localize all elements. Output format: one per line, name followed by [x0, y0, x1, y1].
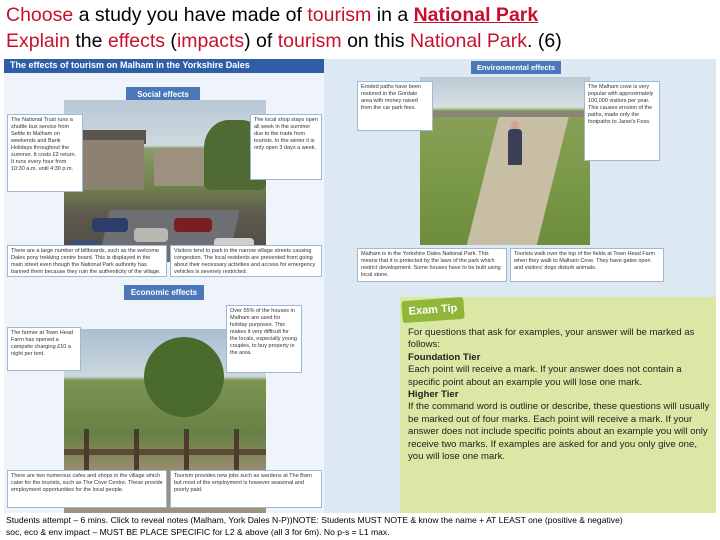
text-box-billboards: There are a large number of billboards, such as the welcome Dales pony trekking centre board. This is displayed in the main street even though the National Park authority has banned them because they ruin the authenticity of the village.: [7, 245, 167, 277]
footpath-photo: [420, 77, 590, 245]
title-run: impacts: [176, 30, 245, 52]
textbook-banner-text: The effects of tourism on Malham in the Yorkshire Dales: [10, 60, 250, 70]
text-box-local-shop: The local shop stays open all week in the summer due to the trade from tourists. In the winter it is only open 3 days a week.: [250, 114, 322, 180]
text-box-farm-walls: Tourists walk over the top of the fields at Town Head Farm when they walk to Malham Cove. They have gates open and visitors' dogs disturb animals.: [510, 248, 664, 282]
exam-tip-text: [408, 327, 712, 463]
malham-village-photo: [64, 100, 266, 262]
economic-effects-tag: Economic effects: [124, 285, 204, 300]
title-run: Choose: [6, 4, 74, 26]
title-line-2: [6, 28, 718, 54]
title-line-1: [6, 2, 718, 28]
exam-tip-intro: For questions that ask for examples, your answer will be marked as follows:: [408, 327, 695, 351]
higher-tier-body: If the command word is outline or describe, these questions will usually be marked out of four marks. Each point will receive a mark. If your answer does not include specific points about an example you will only receive two marks. If examples are asked for and you only give one, you will lose one mark.: [408, 401, 710, 463]
title-run: National Park: [409, 30, 528, 52]
title-run: (: [165, 30, 177, 52]
title-run: the: [69, 30, 108, 52]
text-box-narrow-streets: Visitors tend to park in the narrow village streets causing congestion. The local residents are prevented from going about their necessary activities and access for emergency vehicles is severely restricted.: [170, 245, 322, 277]
teacher-notes-line-1: Students attempt – 6 mins. Click to reveal notes (Malham, York Dales N-P))NOTE: Students MUST NOTE & know the name + AT LEAST one (positive & negative): [6, 515, 623, 525]
text-box-seasonal-jobs: Tourism provides new jobs such as wardens at The Barn but most of the employment is however seasonal and poorly paid.: [170, 470, 322, 508]
textbook-page-image: [4, 59, 716, 513]
foundation-tier-body: Each point will receive a mark. If your answer does not contain a specific point about an example you will lose one mark.: [408, 364, 682, 388]
environmental-effects-tag: Environmental effects: [471, 61, 561, 74]
text-box-cafes-shops: There are two numerous cafes and shops in the village which cater for the tourists, such as The Cove Centre. These provide employment opportunities for the local people.: [7, 470, 167, 508]
social-effects-tag: Social effects: [126, 87, 200, 102]
higher-tier-heading: Higher Tier: [408, 389, 459, 401]
title-run: tourism: [277, 30, 342, 52]
exam-tip-panel: [400, 297, 716, 513]
teacher-notes-line-2: soc, eco & env impact – MUST BE PLACE SPECIFIC for L2 & above (all 3 for 6m). No p-s = L1 max.: [6, 527, 390, 537]
text-box-shuttle-bus: The National Trust runs a shuttle bus service from Settle to Malham on weekends and Bank Holidays throughout the summer. It costs £2 return. It runs every hour from 10:30 a.m. until 4:30 p.m.: [7, 114, 83, 192]
exam-tip-label: Exam Tip: [401, 297, 464, 323]
title-run: National Park: [413, 4, 539, 26]
title-run: ) of: [244, 30, 278, 52]
title-run: tourism: [307, 4, 372, 26]
slide-title: [6, 2, 718, 54]
title-run: . (6): [527, 30, 562, 52]
text-box-eroded-paths: Eroded paths have been restored in the Gordale area with money raised from the car park fees.: [357, 81, 433, 131]
text-box-malham-cove: The Malham cove is very popular with approximately 100,000 visitors per year. This causes erosion of the paths, made only the footpaths to Janet's Foss.: [584, 81, 660, 161]
title-run: effects: [107, 30, 166, 52]
title-run: a study you have made of: [73, 4, 308, 26]
title-run: Explain: [6, 30, 70, 52]
text-box-campsite: The farmer at Town Head Farm has opened a campsite charging £10 a night per tent.: [7, 327, 81, 371]
teacher-notes: [6, 514, 718, 538]
foundation-tier-heading: Foundation Tier: [408, 351, 481, 363]
textbook-banner: [4, 59, 324, 73]
text-box-holiday-homes: Over 55% of the houses in Malham are used for holiday purposes. This makes it very difficult for the locals, especially young couples, to buy property in the area.: [226, 305, 302, 373]
text-box-national-park-laws: Malham is in the Yorkshire Dales National Park. This means that it is protected by the laws of the park which restrict development. Some houses have to be built using local stone.: [357, 248, 507, 282]
title-run: in a: [371, 4, 414, 26]
title-run: on this: [341, 30, 410, 52]
